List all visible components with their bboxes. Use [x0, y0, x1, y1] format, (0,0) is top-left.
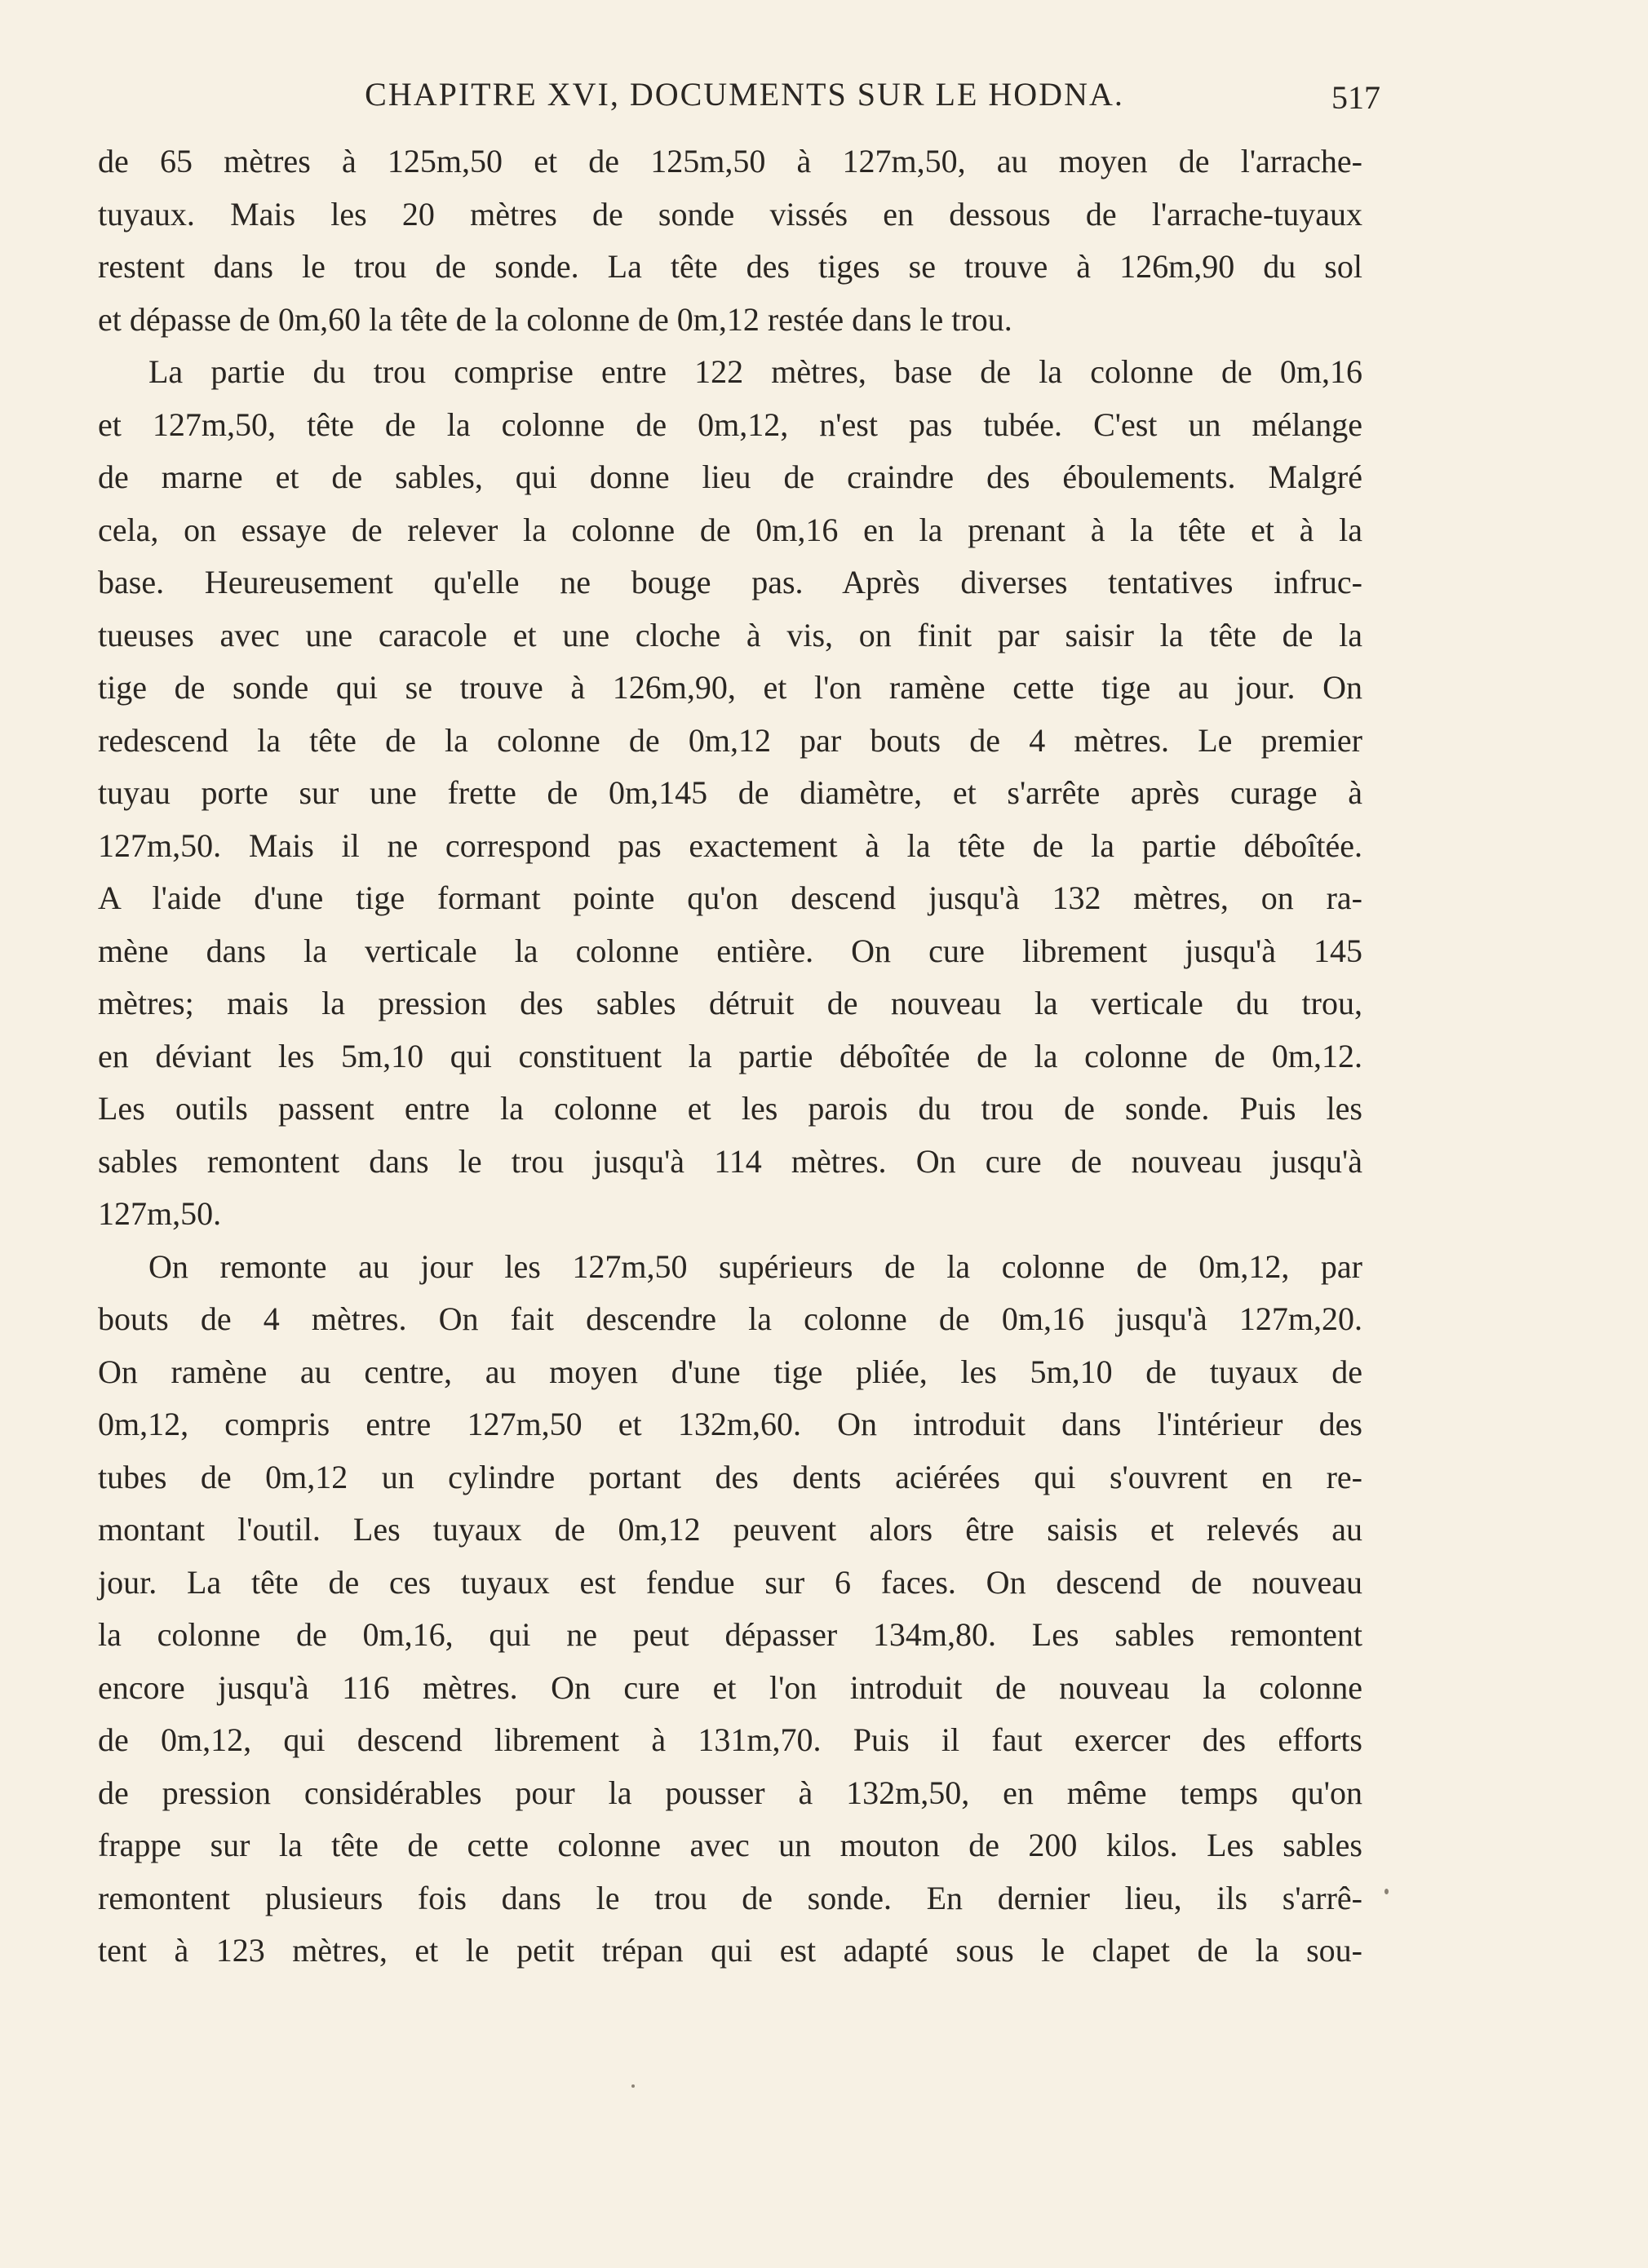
text-line: base. Heureusement qu'elle ne bouge pas. Après diverses tentatives infruc- — [98, 564, 1362, 600]
paragraph-first-line: On remonte au jour les 127m,50 supérieurs de la colonne de 0m,12, par — [148, 1247, 1362, 1285]
text-line: 127m,50. Mais il ne correspond pas exactement à la tête de la partie déboîtée. — [98, 826, 1362, 864]
text-line: jour. La tête de ces tuyaux est fendue sur 6 faces. On descend de nouveau — [98, 1563, 1362, 1601]
paper-speck — [631, 2084, 635, 2088]
text-line: 0m,12, compris entre 127m,50 et 132m,60. On introduit dans l'intérieur des — [98, 1406, 1362, 1442]
body-text — [98, 135, 1362, 1978]
text-line: frappe sur la tête de cette colonne avec un mouton de 200 kilos. Les sables — [98, 1827, 1362, 1863]
text-line: sables remontent dans le trou jusqu'à 114 mètres. On cure de nouveau jusqu'à — [98, 1142, 1362, 1180]
text-line: restent dans le trou de sonde. La tête des tiges se trouve à 126m,90 du sol — [98, 248, 1362, 285]
text-line: et dépasse de 0m,60 la tête de la colonne de 0m,12 restée dans le trou. — [98, 300, 1012, 338]
text-line: A l'aide d'une tige formant pointe qu'on descend jusqu'à 132 mètres, on ra- — [98, 879, 1362, 916]
text-line: Les outils passent entre la colonne et les parois du trou de sonde. Puis les — [98, 1090, 1362, 1127]
text-line: de marne et de sables, qui donne lieu de craindre des éboulements. Malgré — [98, 458, 1362, 495]
text-line: tent à 123 mètres, et le petit trépan qui est adapté sous le clapet de la sou- — [98, 1932, 1362, 1969]
text-line: de 0m,12, qui descend librement à 131m,70. Puis il faut exercer des efforts — [98, 1721, 1362, 1758]
text-line: On ramène au centre, au moyen d'une tige pliée, les 5m,10 de tuyaux de — [98, 1353, 1362, 1390]
page-number: 517 — [1331, 79, 1380, 116]
text-line: encore jusqu'à 116 mètres. On cure et l'on introduit de nouveau la colonne — [98, 1668, 1362, 1706]
text-line: 127m,50. — [98, 1195, 222, 1232]
text-line: mène dans la verticale la colonne entière. On cure librement jusqu'à 145 — [98, 932, 1362, 969]
text-line: la colonne de 0m,16, qui ne peut dépasser 134m,80. Les sables remontent — [98, 1616, 1362, 1653]
text-line: tueuses avec une caracole et une cloche à vis, on finit par saisir la tête de la — [98, 616, 1362, 653]
text-line: tuyaux. Mais les 20 mètres de sonde vissés en dessous de l'arrache-tuyaux — [98, 195, 1362, 233]
text-line: de 65 mètres à 125m,50 et de 125m,50 à 127m,50, au moyen de l'arrache- — [98, 143, 1362, 179]
text-line: bouts de 4 mètres. On fait descendre la colonne de 0m,16 jusqu'à 127m,20. — [98, 1300, 1362, 1337]
text-line: et 127m,50, tête de la colonne de 0m,12, n'est pas tubée. C'est un mélange — [98, 405, 1362, 443]
text-line: remontent plusieurs fois dans le trou de sonde. En dernier lieu, ils s'arrê- — [98, 1879, 1362, 1916]
text-line: tige de sonde qui se trouve à 126m,90, et l'on ramène cette tige au jour. On — [98, 669, 1362, 706]
text-line: cela, on essaye de relever la colonne de 0m,16 en la prenant à la tête et à la — [98, 511, 1362, 548]
text-line: tuyau porte sur une frette de 0m,145 de diamètre, et s'arrête après curage à — [98, 774, 1362, 811]
text-line: tubes de 0m,12 un cylindre portant des dents aciérées qui s'ouvrent en re- — [98, 1458, 1362, 1495]
text-line: mètres; mais la pression des sables détruit de nouveau la verticale du trou, — [98, 985, 1362, 1021]
paragraph-first-line: La partie du trou comprise entre 122 mètres, base de la colonne de 0m,16 — [148, 353, 1362, 390]
text-line: de pression considérables pour la pousser à 132m,50, en même temps qu'on — [98, 1774, 1362, 1811]
text-line: en déviant les 5m,10 qui constituent la partie déboîtée de la colonne de 0m,12. — [98, 1037, 1362, 1074]
text-line: montant l'outil. Les tuyaux de 0m,12 peuvent alors être saisis et relevés au — [98, 1511, 1362, 1548]
paper-speck — [1384, 1889, 1389, 1894]
text-line: redescend la tête de la colonne de 0m,12 par bouts de 4 mètres. Le premier — [98, 721, 1362, 759]
running-head: CHAPITRE XVI, DOCUMENTS SUR LE HODNA. — [365, 76, 1124, 113]
